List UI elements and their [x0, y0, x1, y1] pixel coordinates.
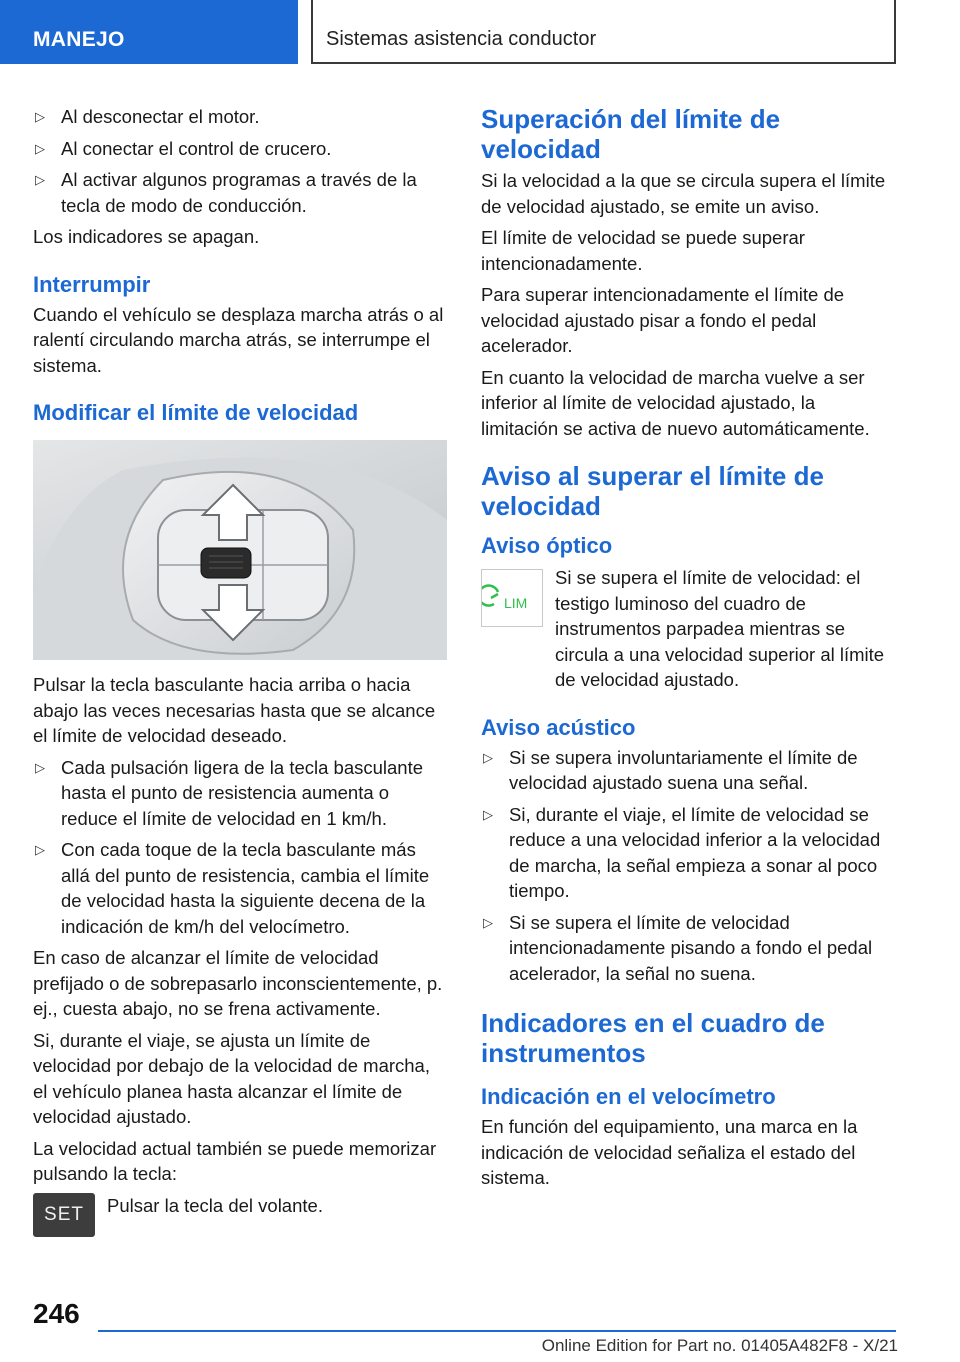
paragraph: En cuanto la velocidad de marcha vuelve a ser inferior al límite de velocidad ajustado, la limitación se activa de nuevo automáticamente. [481, 366, 870, 439]
paragraph: En función del equipamiento, una marca en la indicación de velocidad señaliza el estado del sistema. [481, 1116, 858, 1188]
paragraph: Cuando el vehículo se desplaza marcha atrás o al ralentí circulando marcha atrás, se interrumpe el sistema. [33, 303, 444, 376]
left-column [33, 104, 447, 1243]
svg-text:LIM: LIM [504, 595, 528, 611]
list-item: ▷ Si, durante el viaje, el límite de velocidad se reduce a una velocidad inferior a la velocidad de marcha, la señal empieza a sonar al poco tiempo. [483, 803, 881, 901]
paragraph: La velocidad actual también se puede memorizar pulsando la tecla: [33, 1137, 437, 1184]
list-item: ▷ Al desconectar el motor. [33, 104, 447, 130]
paragraph: Si, durante el viaje, se ajusta un límite de velocidad por debajo de la velocidad de marcha, el vehículo planea hasta alcanzar el límite de velocidad ajustado. [33, 1029, 430, 1127]
paragraph: El límite de velocidad se puede superar intencionadamente. [481, 227, 805, 274]
heading-superacion: Superación del límite de velocidad [481, 104, 781, 164]
heading-acustico: Aviso acústico [481, 714, 636, 740]
chapter-title: Sistemas asistencia conductor [326, 28, 597, 50]
rocker-switch-illustration [33, 440, 447, 660]
triangle-bullet-icon: ▷ [483, 806, 493, 822]
list-item: ▷ Al activar algunos programas a través de la tecla de modo de conducción. [35, 169, 417, 216]
list-item: ▷ Al conectar el control de crucero. [33, 136, 447, 162]
paragraph: Los indicadores se apagan. [33, 226, 260, 247]
heading-aviso: Aviso al superar el límite de velocidad [481, 461, 824, 521]
heading-interrumpir: Interrumpir [33, 271, 151, 297]
set-key-row [33, 1193, 447, 1243]
triangle-bullet-icon: ▷ [35, 109, 45, 124]
triangle-bullet-icon: ▷ [35, 140, 45, 156]
paragraph: En caso de alcanzar el límite de velocidad prefijado o de sobrepasarlo inconscientemente, p. ej., cuesta abajo, no se frena activamente. [33, 947, 443, 1019]
heading-indicadores: Indicadores en el cuadro de instrumentos [481, 1008, 825, 1068]
triangle-bullet-icon: ▷ [35, 172, 45, 187]
triangle-bullet-icon: ▷ [483, 749, 493, 765]
set-key-icon: SET [33, 1193, 95, 1237]
lim-indicator-row [481, 565, 895, 693]
paragraph: Para superar intencionadamente el límite de velocidad ajustado pisar a fondo el pedal acelerador. [481, 284, 845, 356]
list-item: ▷ Si se supera involuntariamente el límite de velocidad ajustado suena una señal. [483, 746, 858, 793]
triangle-bullet-icon: ▷ [35, 842, 45, 857]
paragraph: Si la velocidad a la que se circula supera el límite de velocidad ajustado, se emite un aviso. [481, 170, 886, 217]
list-item: ▷ Si se supera el límite de velocidad intencionadamente pisando a fondo el pedal acelerador, la señal no suena. [483, 911, 873, 984]
chapter-header [311, 0, 896, 64]
footer-divider [98, 1330, 896, 1332]
section-tab [0, 0, 298, 64]
set-key-text: Pulsar la tecla del volante. [107, 1194, 323, 1216]
list-item: ▷ Cada pulsación ligera de la tecla basculante hasta el punto de resistencia aumenta o reduce el límite de velocidad en 1 km/h. [35, 756, 424, 829]
heading-optico: Aviso óptico [481, 533, 613, 558]
paragraph: Si se supera el límite de velocidad: el testigo luminoso del cuadro de instrumentos parpadea mientras se circula a una velocidad superior al límite de velocidad ajustado. [555, 567, 885, 690]
steering-wheel-rocker-figure [33, 440, 447, 660]
lim-indicator-icon [481, 569, 543, 627]
heading-modificar: Modificar el límite de velocidad [33, 400, 359, 425]
section-title: MANEJO [33, 28, 125, 51]
list-item: ▷ Con cada toque de la tecla basculante más allá del punto de resistencia, cambia el límite de velocidad hasta la siguiente decena de la indicación de km/h del velocímetro. [35, 839, 430, 937]
paragraph: Pulsar la tecla basculante hacia arriba o hacia abajo las veces necesarias hasta que se alcance el límite de velocidad deseado. [33, 674, 436, 746]
footer-edition: Online Edition for Part no. 01405A482F8 - X/21 [541, 1336, 898, 1355]
heading-velocimetro: Indicación en el velocímetro [481, 1084, 776, 1109]
triangle-bullet-icon: ▷ [35, 759, 45, 775]
triangle-bullet-icon: ▷ [483, 914, 493, 930]
right-column [481, 104, 895, 1197]
page-number: 246 [33, 1298, 80, 1329]
